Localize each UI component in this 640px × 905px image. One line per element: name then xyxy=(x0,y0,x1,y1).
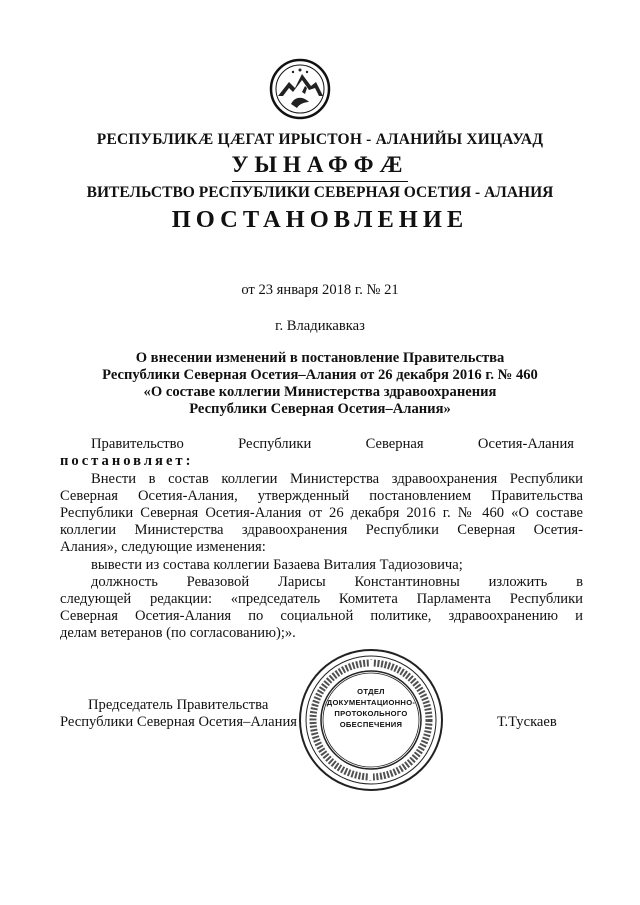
header-republic-ossetian: РЕСПУБЛИКӔ ЦӔГАТ ИРЫСТОН - АЛАНИЙЫ ХИЦАУАД xyxy=(96,131,544,148)
body-word: Северная xyxy=(365,436,424,452)
body-word: Осетия-Алания xyxy=(477,436,574,452)
body-line: вывести из состава коллегии Базаева Виталия Тадиозовича; xyxy=(91,557,463,573)
title-line-2: Республики Северная Осетия–Алания от 26 декабря 2016 г. № 460 xyxy=(102,367,538,383)
body-line: Северная Осетия-Алания, утвержденный постановлением Правительства xyxy=(60,488,583,504)
body-word: Правительство xyxy=(91,436,184,452)
body-line: Республики Северная Осетия-Алания от 26 декабря 2016 г. № 460 «О составе xyxy=(60,505,583,521)
signatory-position-line-1: Председатель Правительства xyxy=(88,697,269,713)
body-word: Республики xyxy=(238,436,312,452)
header-government-russian: ВИТЕЛЬСТВО РЕСПУБЛИКИ СЕВЕРНАЯ ОСЕТИЯ - АЛАНИЯ xyxy=(86,184,554,201)
stamp-center-text xyxy=(298,686,444,730)
body-line: Северная Осетия-Алания по социальной политике, здравоохранению и xyxy=(60,608,583,624)
body-line: следующей редакции: «председатель Комитета Парламента Республики xyxy=(60,591,583,607)
stamp-line: ОТДЕЛ xyxy=(357,687,385,696)
signatory-name: Т.Тускаев xyxy=(497,714,557,730)
title-line-4: Республики Северная Осетия–Алания» xyxy=(189,401,451,417)
body-line: Внести в состав коллегии Министерства здравоохранения Республики xyxy=(91,471,583,487)
title-line-1: О внесении изменений в постановление Правительства xyxy=(135,350,505,366)
stamp-line: ОБЕСПЕЧЕНИЯ xyxy=(339,720,403,729)
body-line: должность Ревазовой Ларисы Константиновны изложить в xyxy=(91,574,583,590)
signatory-position-line-2: Республики Северная Осетия–Алания xyxy=(60,714,297,730)
decree-word: постановляет: xyxy=(60,453,194,469)
stamp-line: ДОКУМЕНТАЦИОННО- xyxy=(326,698,416,707)
official-stamp xyxy=(298,648,444,792)
body-line: коллегии Министерства здравоохранения Республики Северная Осетия- xyxy=(60,522,583,538)
body-line: делам ветеранов (по согласованию);». xyxy=(60,625,296,641)
coat-of-arms-icon xyxy=(269,58,331,120)
title-line-3: «О составе коллегии Министерства здравоохранения xyxy=(143,384,497,400)
header-decree-ossetian: УЫНАФФӔ xyxy=(231,152,409,177)
document-type-title: ПОСТАНОВЛЕНИЕ xyxy=(171,206,469,233)
stamp-line: ПРОТОКОЛЬНОГО xyxy=(334,709,408,718)
header-divider xyxy=(232,181,408,182)
city: г. Владикавказ xyxy=(275,318,365,334)
body-paragraph-1 xyxy=(91,436,574,453)
date-and-number: от 23 января 2018 г. № 21 xyxy=(241,282,399,298)
body-line: Алания», следующие изменения: xyxy=(60,539,266,555)
